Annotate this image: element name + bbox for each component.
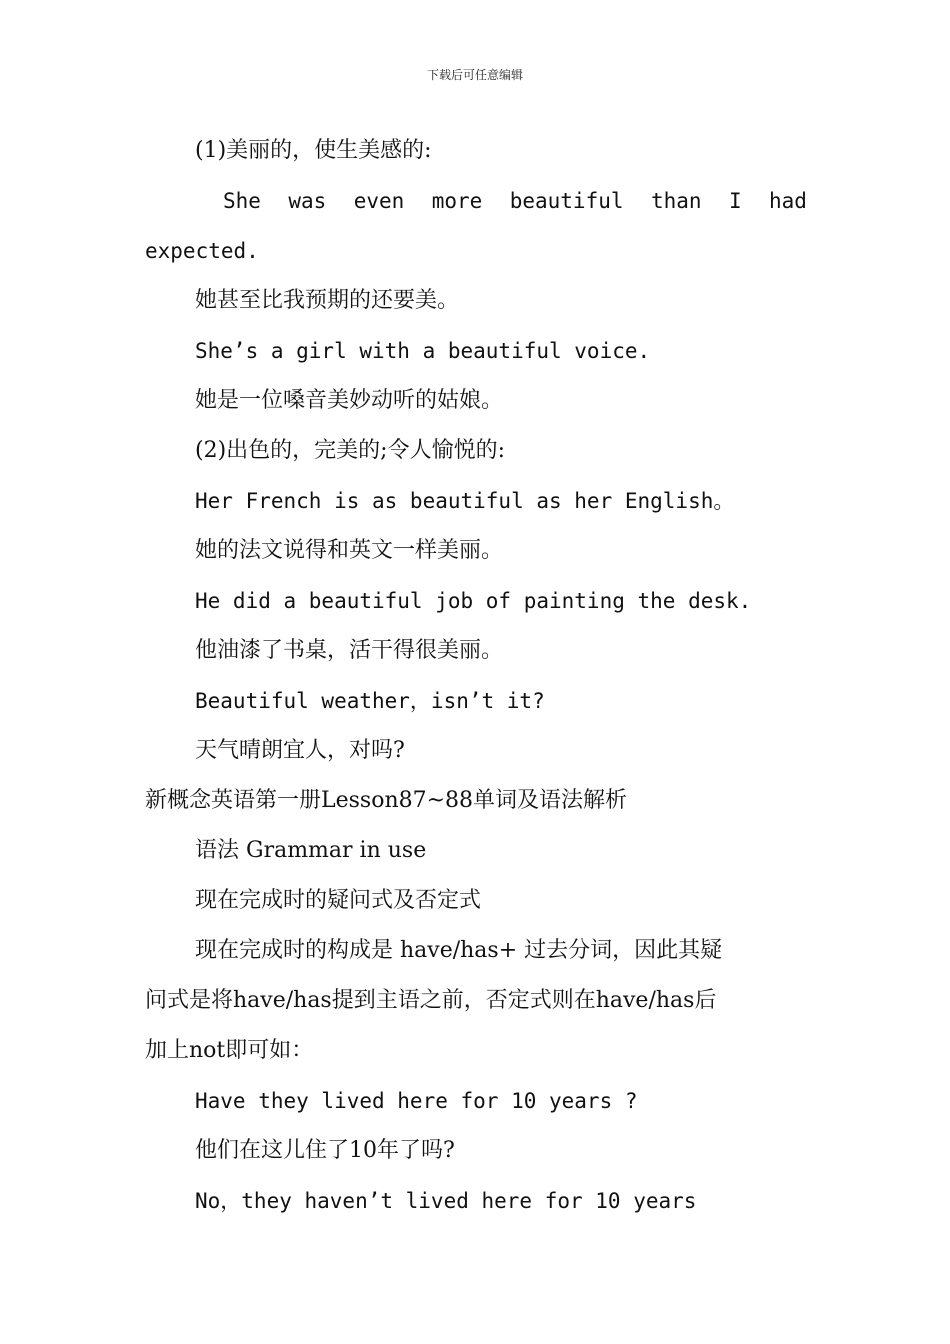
grammar-explanation-line-2: 问式是将have/has提到主语之前，否定式则在have/has后 — [145, 988, 717, 1013]
document-body — [145, 126, 807, 1226]
word: beautiful — [509, 189, 624, 213]
example-sentence-2: She’s a girl with a beautiful voice. — [195, 339, 651, 363]
word: I — [728, 189, 742, 213]
grammar-subheading: 现在完成时的疑问式及否定式 — [195, 888, 482, 913]
example-sentence-1-part2: expected. — [145, 239, 259, 263]
example-sentence-3: Her French is as beautiful as her English。 — [195, 489, 735, 513]
example-sentence-7: No，they haven’t lived here for 10 years — [195, 1189, 697, 1213]
word: She — [223, 189, 261, 213]
definition-2: (2)出色的，完美的;令人愉悦的: — [195, 438, 505, 463]
grammar-explanation-line-3: 加上not即可如： — [145, 1038, 314, 1063]
word: more — [431, 189, 483, 213]
grammar-heading: 语法 Grammar in use — [195, 838, 427, 863]
translation-6: 他们在这儿住了10年了吗? — [195, 1138, 455, 1163]
page-header: 下载后可任意编辑 — [426, 68, 523, 82]
word: even — [353, 189, 405, 213]
example-sentence-5: Beautiful weather，isn’t it? — [195, 689, 545, 713]
translation-2: 她是一位嗓音美妙动听的姑娘。 — [195, 388, 504, 413]
word: than — [650, 189, 702, 213]
word: was — [288, 189, 327, 213]
translation-4: 他油漆了书桌，活干得很美丽。 — [195, 638, 504, 663]
example-sentence-4: He did a beautiful job of painting the desk. — [195, 589, 752, 613]
example-sentence-6: Have they lived here for 10 years ? — [195, 1089, 638, 1113]
translation-1: 她甚至比我预期的还要美。 — [195, 288, 460, 313]
definition-1: (1)美丽的，使生美感的: — [195, 138, 432, 163]
section-title: 新概念英语第一册Lesson87~88单词及语法解析 — [145, 788, 628, 813]
word: had — [769, 189, 807, 213]
example-sentence-1-part1 — [145, 176, 807, 226]
grammar-explanation-line-1: 现在完成时的构成是 have/has+ 过去分词，因此其疑 — [195, 938, 723, 963]
translation-5: 天气晴朗宜人，对吗? — [195, 738, 405, 763]
translation-3: 她的法文说得和英文一样美丽。 — [195, 538, 504, 563]
